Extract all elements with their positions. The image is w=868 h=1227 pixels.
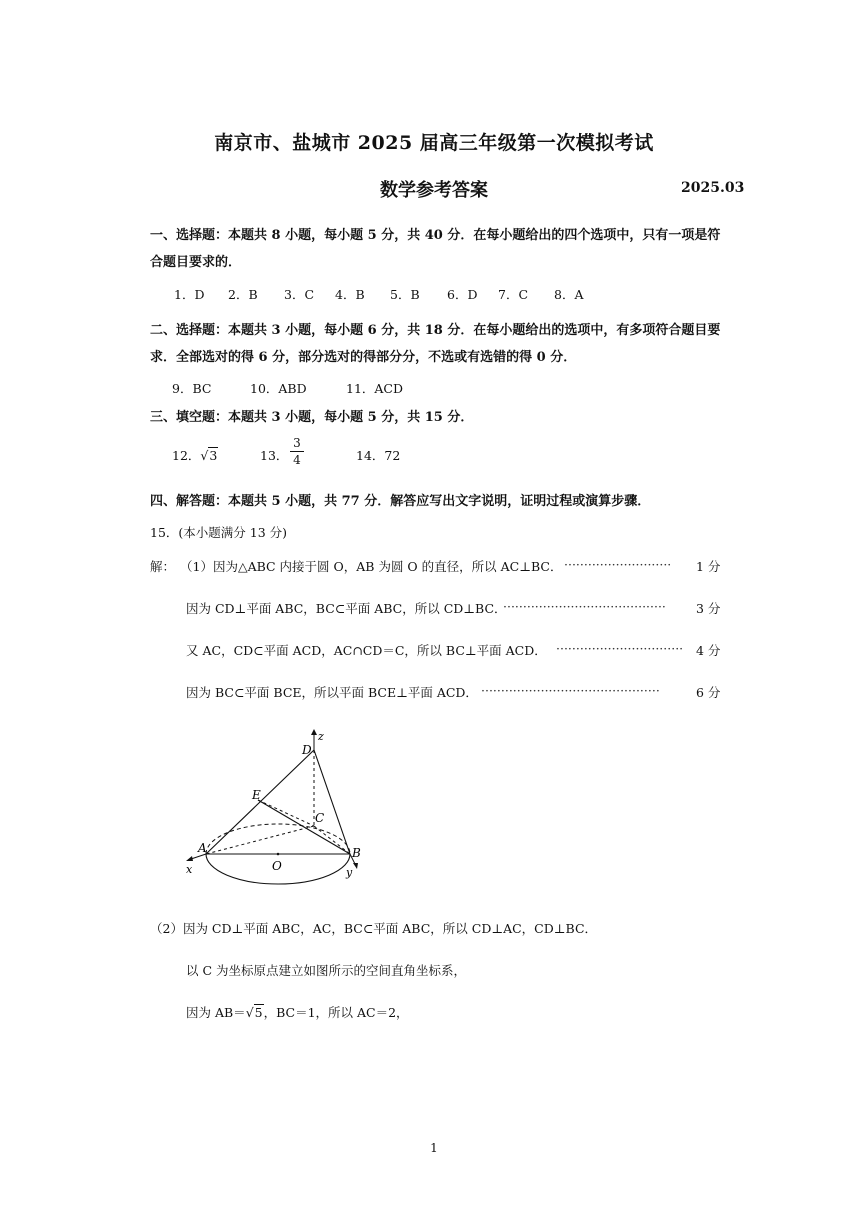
part1-step3-dots: ································	[556, 641, 684, 656]
answer-q1: 1．D	[174, 287, 205, 302]
section1-heading-line2: 合题目要求的．	[150, 255, 242, 270]
answer-q2: 2．B	[228, 287, 258, 302]
part1-step1: （1）因为△ABC 内接于圆 O，AB 为圆 O 的直径，所以 AC⊥BC．	[180, 559, 563, 574]
center-point	[277, 853, 280, 856]
answer-q13-fraction	[290, 436, 304, 467]
label-C: C	[315, 811, 325, 825]
answer-q13-label: 13．	[260, 448, 289, 463]
answer-q5: 5．B	[390, 287, 420, 302]
answer-q12-radicand: 3	[209, 448, 218, 463]
y-axis-arrow	[353, 863, 358, 869]
section1-heading-line1: 一、选择题：本题共 8 小题，每小题 5 分，共 40 分．在每小题给出的四个选项中，只有一项是符	[150, 228, 721, 243]
part1-step3-score: 4 分	[696, 643, 721, 658]
answer-q8: 8．A	[554, 287, 584, 302]
answer-q6: 6．D	[447, 287, 478, 302]
exam-date: 2025.03	[681, 180, 745, 196]
section2-heading-line2: 求．全部选对的得 6 分，部分选对的得部分分，不选或有选错的得 0 分．	[150, 350, 577, 365]
segment-DA	[206, 750, 314, 854]
part2-line2: 以 C 为坐标原点建立如图所示的空间直角坐标系，	[186, 963, 467, 978]
part2-line1: （2）因为 CD⊥平面 ABC，AC，BC⊂平面 ABC，所以 CD⊥AC，CD⊥BC．	[150, 921, 598, 936]
label-B: B	[352, 846, 361, 860]
answer-q9: 9．BC	[172, 381, 212, 396]
q15-title: 15．(本小题满分 13 分)	[150, 525, 288, 540]
answer-q12-label: 12．	[172, 448, 201, 463]
part1-step2-dots: ·········································	[503, 599, 666, 614]
segment-EC	[258, 800, 314, 826]
segment-EB	[258, 800, 350, 854]
label-A: A	[198, 841, 207, 855]
answer-q11: 11．ACD	[346, 381, 404, 396]
label-O: O	[272, 859, 282, 873]
label-z: z	[318, 730, 324, 743]
segment-CA	[206, 826, 314, 854]
fraction-denominator: 4	[293, 453, 301, 467]
x-axis-arrow	[186, 856, 193, 861]
fraction-numerator: 3	[293, 436, 301, 450]
answer-q4: 4．B	[335, 287, 365, 302]
part1-step4-score: 6 分	[696, 685, 721, 700]
sqrt-symbol: √	[245, 1005, 254, 1020]
segment-DB	[314, 750, 350, 854]
answer-q12	[172, 446, 218, 464]
fraction-bar	[290, 451, 304, 452]
page-title: 南京市、盐城市 2025 届高三年级第一次模拟考试	[214, 132, 654, 154]
answer-q7: 7．C	[498, 287, 529, 302]
part1-step3: 又 AC，CD⊂平面 ACD，AC∩CD＝C，所以 BC⊥平面 ACD．	[186, 643, 547, 658]
page-subtitle: 数学参考答案	[380, 180, 488, 201]
part1-step4-dots: ·············································	[481, 683, 660, 698]
part1-step1-score: 1 分	[696, 559, 721, 574]
label-x: x	[186, 863, 193, 876]
part1-step2-score: 3 分	[696, 601, 721, 616]
label-y: y	[346, 866, 353, 879]
part2-line3-end: ，BC＝1，所以 AC＝2，	[263, 1005, 409, 1020]
label-D: D	[302, 743, 312, 757]
z-axis-arrow	[311, 729, 317, 735]
base-ellipse-back	[206, 824, 350, 854]
part1-step2: 因为 CD⊥平面 ABC，BC⊂平面 ABC，所以 CD⊥BC．	[186, 601, 507, 616]
answer-q14: 14．72	[356, 448, 401, 463]
answer-q3: 3．C	[284, 287, 315, 302]
solution-label: 解：	[150, 559, 176, 574]
section4-heading: 四、解答题：本题共 5 小题，共 77 分．解答应写出文字说明，证明过程或演算步骤．	[150, 494, 651, 509]
part1-step1-dots: ···························	[564, 557, 672, 572]
part2-line3	[186, 1003, 409, 1021]
part2-line3-radicand: 5	[254, 1005, 263, 1020]
part2-line3-start: 因为 AB＝	[186, 1005, 246, 1020]
geometry-figure	[176, 726, 366, 896]
label-E: E	[252, 788, 261, 802]
sqrt-symbol: √	[200, 448, 209, 463]
section3-heading: 三、填空题：本题共 3 小题，每小题 5 分，共 15 分．	[150, 410, 474, 425]
section2-heading-line1: 二、选择题：本题共 3 小题，每小题 6 分，共 18 分．在每小题给出的选项中，有多项符合题目要	[150, 323, 721, 338]
part1-step4: 因为 BC⊂平面 BCE，所以平面 BCE⊥平面 ACD．	[186, 685, 478, 700]
answer-q10: 10．ABD	[250, 381, 307, 396]
page-number: 1	[430, 1141, 438, 1155]
